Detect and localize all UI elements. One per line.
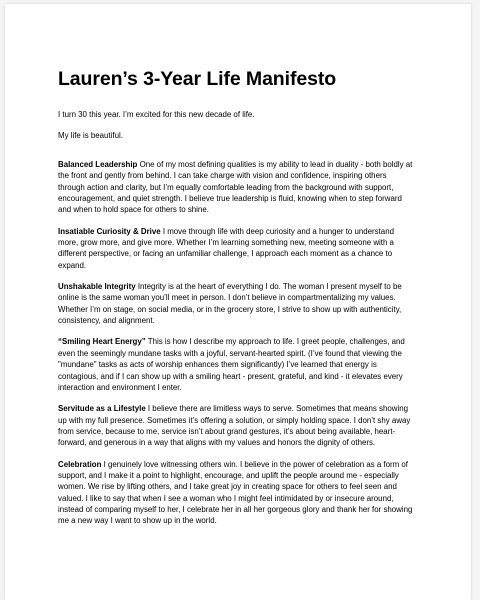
manifesto-section (58, 403, 414, 448)
document-content (58, 67, 414, 527)
intro-line: I turn 30 this year. I’m excited for this new decade of life. (58, 110, 255, 119)
section-body: This is how I describe my approach to life. I greet people, challenges, and even the seemingly mundane tasks with a joyful, servant-hearted spirit. (I’ve found that viewing the "mundane" tasks as acts of worship enhances them significantly) I’ve learned that energy is contagious, and if I can show up with a smiling heart - present, grateful, and kind - it elevates every interaction and environment I enter. (58, 337, 405, 392)
section-heading: “Smiling Heart Energy” (58, 337, 146, 347)
manifesto-section (58, 459, 414, 527)
document-page (5, 4, 471, 600)
manifesto-section (58, 336, 414, 393)
section-heading: Celebration (58, 459, 102, 469)
section-body: Integrity is at the heart of everything I do. The woman I present myself to be online is the same woman you’ll meet in person. I don’t believe in compartmentalizing my values. Whether I’m on stage, on social media, or in the grocery store, I strive to show up with authenticity, consistency, and alignment. (58, 282, 402, 326)
section-body: I genuinely love witnessing others win. I believe in the power of celebration as a form of support, and I make it a point to highlight, encourage, and uplift the people around me - especially women. We rise by lifting others, and I take great joy in creating space for others to feel seen and valued. I like to say that when I see a woman who I might feel intimidated by or insecure around, instead of comparing myself to her, I celebrate her in all her gorgeous glory and thank her for showing me a new way I want to show up in the world. (58, 459, 413, 526)
section-body: I believe there are limitless ways to serve. Sometimes that means showing up with my full presence. Sometimes it’s offering a solution, or simply holding space. I don’t shy away from service, because to me, service isn’t about grand gestures, it’s about being available, heart-forward, and generous in a way that aligns with my values and honors the dignity of others. (58, 404, 411, 448)
section-body: I move through life with deep curiosity and a hunger to understand more, grow more, and give more. Whether I’m learning something new, meeting someone with a different perspective, or facing an unfamiliar challenge, I approach each moment as a chance to expand. (58, 226, 394, 270)
document-title: Lauren’s 3-Year Life Manifesto (58, 68, 337, 90)
section-body: One of my most defining qualities is my ability to lead in duality - both boldly at the front and gently from behind. I can take charge with vision and confidence, inspiring others through action and clarity, but I’m equally comfortable leading from the background with support, encouragement, and quiet strength. I believe true leadership is fluid, knowing when to step forward and when to hold space for others to shine. (58, 160, 413, 215)
section-heading: Servitude as a Lifestyle (58, 404, 146, 414)
manifesto-section (58, 159, 414, 216)
intro-line: My life is beautiful. (58, 131, 123, 140)
manifesto-section (58, 281, 414, 326)
section-heading: Insatiable Curiosity & Drive (58, 226, 161, 236)
section-heading: Balanced Leadership (58, 160, 138, 169)
section-heading: Unshakable Integrity (58, 282, 136, 292)
manifesto-section (58, 226, 414, 271)
